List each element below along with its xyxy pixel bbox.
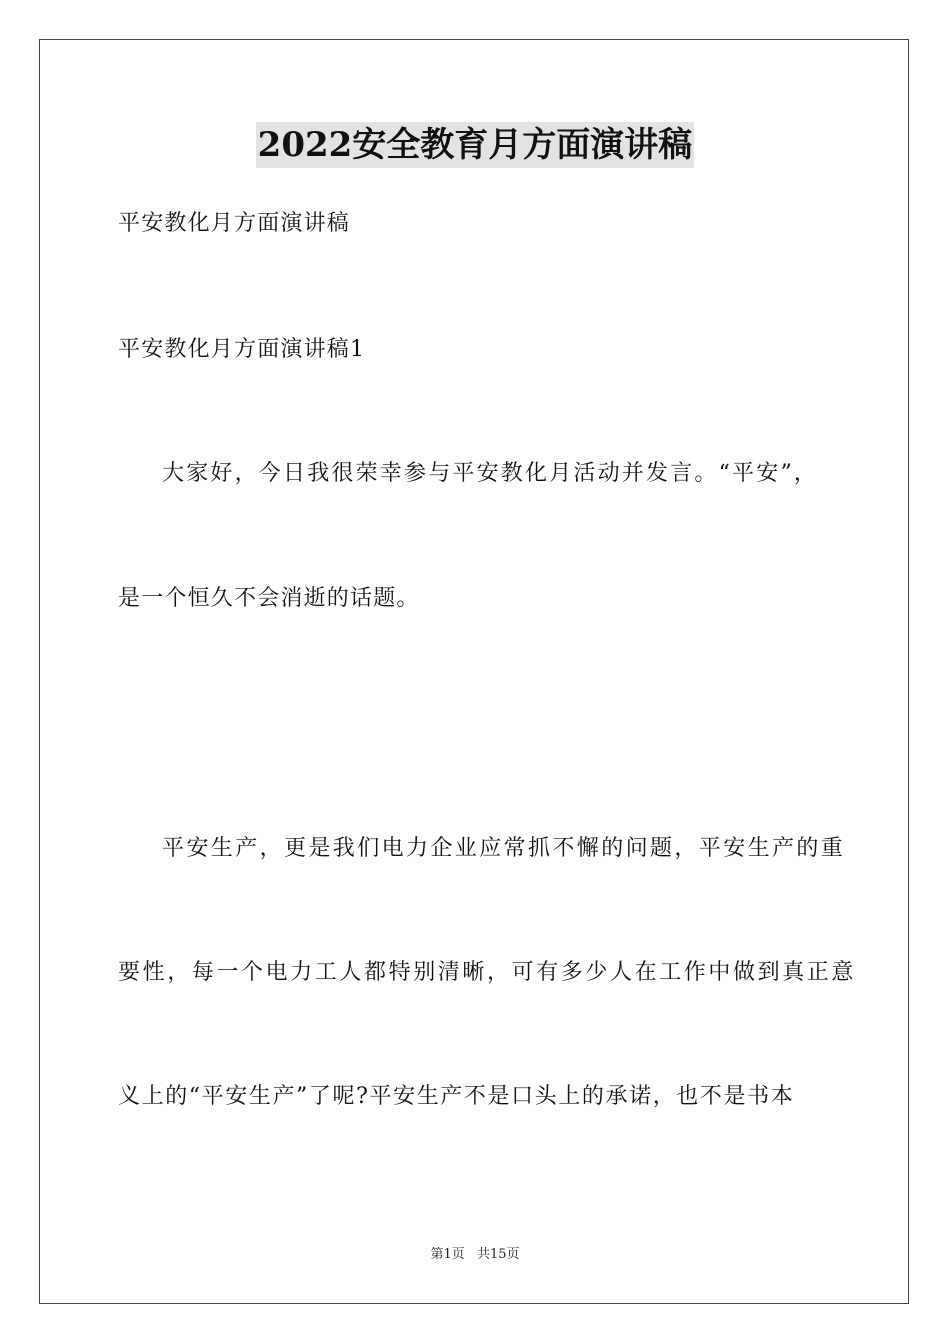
- title-container: [0, 122, 950, 168]
- subtitle-line: 平安教化月方面演讲稿: [118, 211, 351, 236]
- paragraph-line: 平安生产，更是我们电力企业应常抓不懈的问题，平安生产的重: [162, 836, 846, 861]
- paragraph-line: 大家好，今日我很荣幸参与平安教化月活动并发言。“平安”，: [162, 461, 819, 486]
- document-title: 2022安全教育月方面演讲稿: [256, 122, 695, 168]
- paragraph-line: 要性，每一个电力工人都特别清晰，可有多少人在工作中做到真正意: [118, 960, 857, 985]
- section-heading: 平安教化月方面演讲稿1: [118, 337, 366, 362]
- page-number: 第1页: [430, 1247, 465, 1262]
- paragraph-line: 义上的“平安生产”了呢?平安生产不是口头上的承诺，也不是书本: [118, 1084, 795, 1109]
- paragraph-line: 是一个恒久不会消逝的话题。: [118, 586, 420, 611]
- page-footer: [0, 1246, 950, 1264]
- page-total: 共15页: [476, 1247, 520, 1262]
